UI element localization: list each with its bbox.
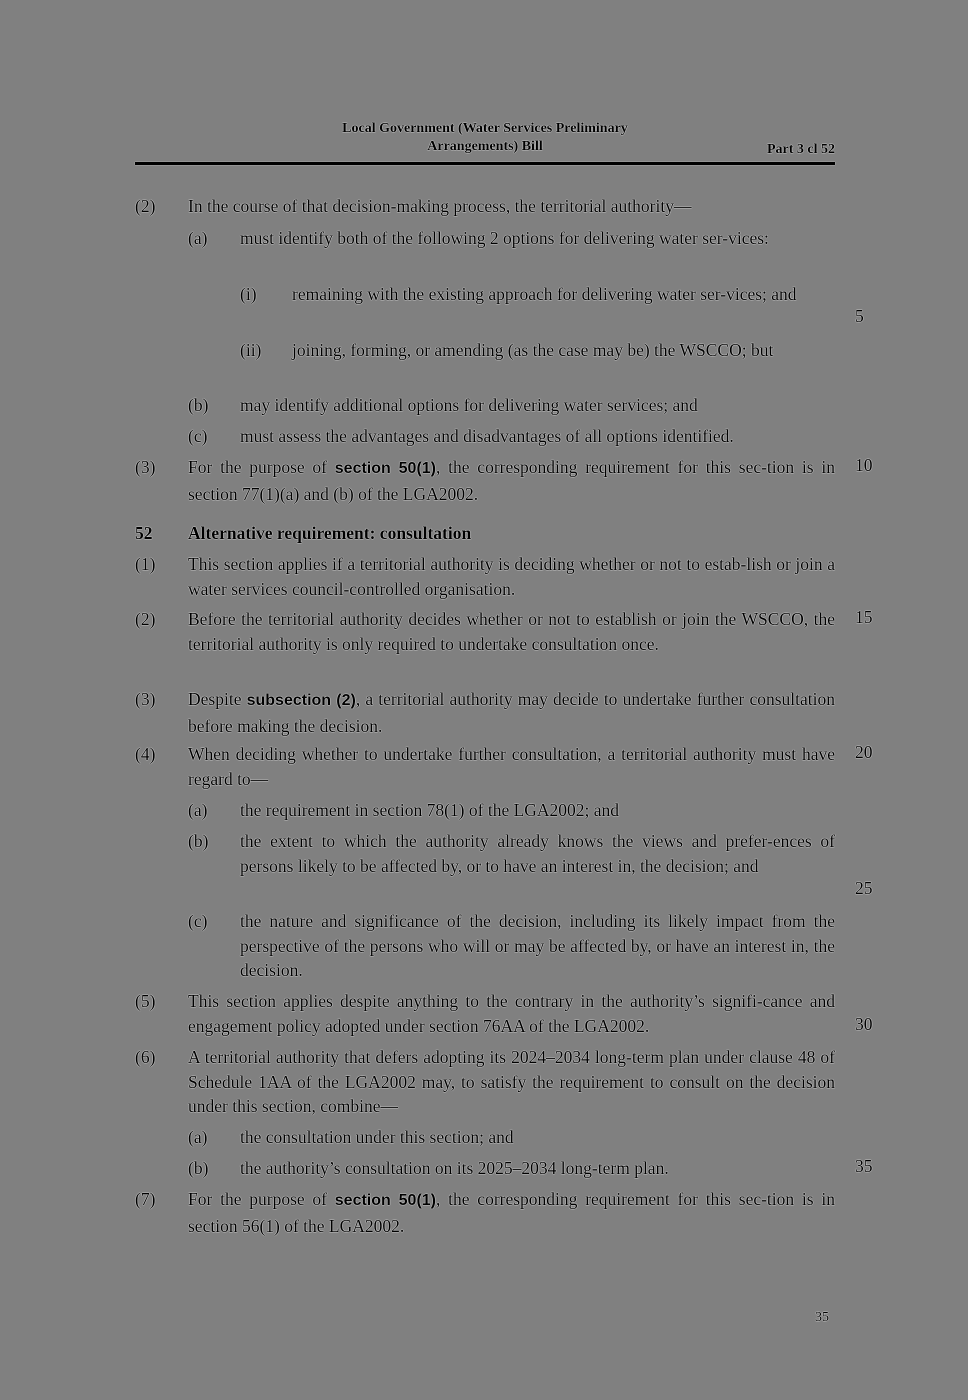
paragraph-text: the authority’s consultation on its 2025–2034 long-term plan. [240, 1158, 669, 1178]
subsection-text [188, 455, 835, 506]
header-rule [135, 162, 835, 165]
line-number: 35 [855, 1156, 873, 1176]
paragraph-label: (b) [188, 1158, 209, 1178]
subsection-label: (1) [135, 554, 156, 574]
text-run: , a territorial authority may decide to undertake further consultation before making the decision. [188, 689, 835, 736]
subsection-label: (2) [135, 609, 156, 629]
line-number: 30 [855, 1014, 873, 1034]
cross-reference-link[interactable]: subsection (2) [246, 692, 356, 709]
paragraph-text: the requirement in section 78(1) of the LGA2002; and [240, 800, 620, 820]
paragraph-label: (b) [188, 395, 209, 415]
subsection-text: When deciding whether to undertake further consultation, a territorial authority must have regard to— [188, 744, 835, 789]
line-number: 15 [855, 607, 873, 627]
subparagraph-label: (i) [240, 284, 257, 304]
subsection-text [188, 687, 835, 738]
subsection-label: (7) [135, 1189, 156, 1209]
subsection-label: (6) [135, 1047, 156, 1067]
subsection-label: (3) [135, 689, 156, 709]
subsection-text: Before the territorial authority decides whether or not to establish or join the WSCCO, the territorial authority is only required to undertake consultation once. [188, 609, 835, 654]
paragraph-label: (a) [188, 228, 208, 248]
subsection-label: (4) [135, 744, 156, 764]
line-number: 10 [855, 455, 873, 475]
subsection-text: A territorial authority that defers adopting its 2024–2034 long-term plan under clause 48 of Schedule 1AA of the LGA2002 may, to satisfy the requirement to consult on the decision under this section, combine— [188, 1047, 835, 1116]
subsection-text: This section applies if a territorial authority is deciding whether or not to estab-lish or join a water services council-controlled organisation. [188, 554, 835, 599]
paragraph-text: must assess the advantages and disadvantages of all options identified. [240, 426, 734, 446]
line-number: 25 [855, 878, 873, 898]
paragraph-label: (a) [188, 800, 208, 820]
section-number: 52 [135, 523, 153, 543]
subsection-text [188, 1187, 835, 1238]
paragraph-text: must identify both of the following 2 options for delivering water ser-vices: [240, 228, 769, 248]
running-header [135, 120, 835, 156]
page-number: 35 [815, 1310, 829, 1325]
header-title [135, 120, 835, 156]
subsection-label: (3) [135, 457, 156, 477]
subparagraph-label: (ii) [240, 340, 262, 360]
paragraph-label: (a) [188, 1127, 208, 1147]
header-part-clause: Part 3 cl 52 [766, 142, 835, 157]
cross-reference-link[interactable]: section 50(1) [334, 1192, 436, 1209]
paragraph-text: the nature and significance of the decision, including its likely impact from the perspective of the persons who will or may be affected by, or have an interest in, the decision. [240, 911, 835, 980]
text-run: For the purpose of [188, 1189, 335, 1209]
paragraph-text: the consultation under this section; and [240, 1127, 514, 1147]
text-run: Despite [188, 689, 247, 709]
subparagraph-text: remaining with the existing approach for delivering water ser-vices; and [292, 284, 797, 304]
paragraph-label: (c) [188, 426, 208, 446]
line-number: 20 [855, 742, 873, 762]
text-run: , the corresponding requirement for this sec-tion is in section 56(1) of the LGA2002. [188, 1189, 835, 1236]
subparagraph-text: joining, forming, or amending (as the case may be) the WSCCO; but [292, 340, 774, 360]
paragraph-text: the extent to which the authority already knows the views and prefer-ences of persons likely to be affected by, or to have an interest in, the decision; and [240, 831, 835, 876]
cross-reference-link[interactable]: section 50(1) [334, 460, 436, 477]
subsection-label: (2) [135, 196, 156, 216]
subsection-text: In the course of that decision-making process, the territorial authority— [188, 196, 692, 216]
header-title-line1: Local Government (Water Services Preliminary [342, 121, 628, 136]
paragraph-label: (c) [188, 911, 208, 931]
text-run: For the purpose of [188, 457, 335, 477]
line-number: 5 [855, 306, 864, 326]
header-title-line2: Arrangements) Bill [427, 139, 543, 154]
section-heading: Alternative requirement: consultation [188, 523, 472, 543]
text-run: , the corresponding requirement for this sec-tion is in section 77(1)(a) and (b) of the LGA2002. [188, 457, 835, 504]
paragraph-text: may identify additional options for delivering water services; and [240, 395, 698, 415]
paragraph-label: (b) [188, 831, 209, 851]
subsection-text: This section applies despite anything to the contrary in the authority’s signifi-cance and engagement policy adopted under section 76AA of the LGA2002. [188, 991, 835, 1036]
subsection-label: (5) [135, 991, 156, 1011]
